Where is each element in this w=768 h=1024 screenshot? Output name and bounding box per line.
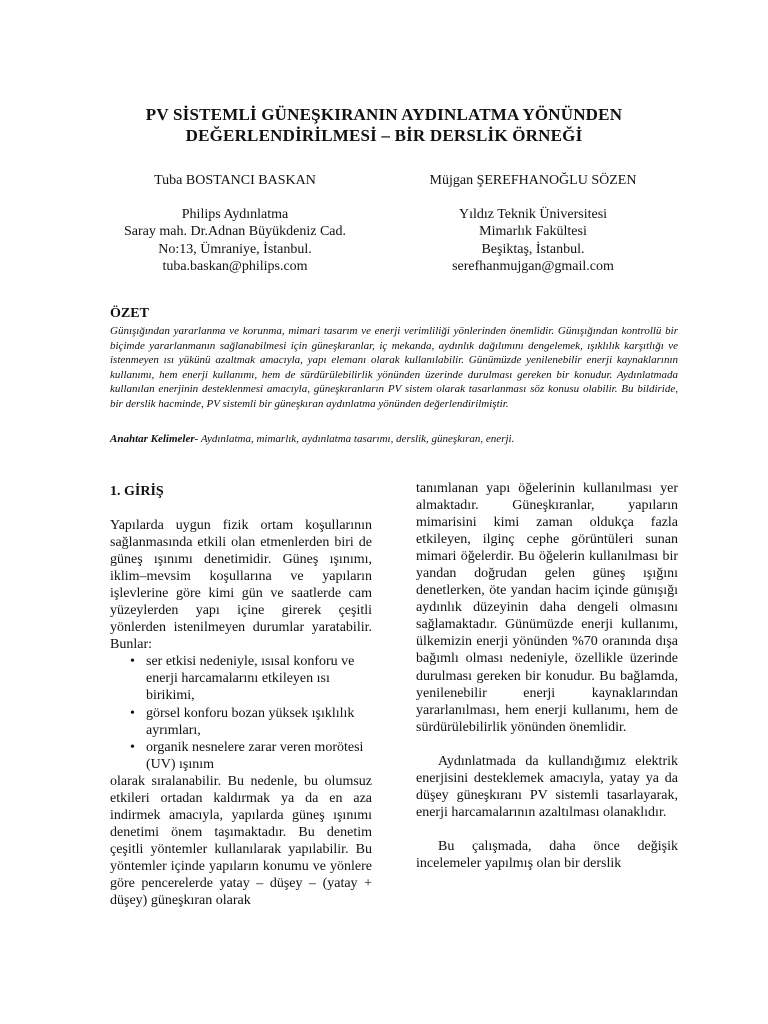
bullet-list xyxy=(110,653,372,772)
author-address-line: Mimarlık Fakültesi xyxy=(479,224,587,239)
title-line-2: DEĞERLENDİRİLMESİ – BİR DERSLİK ÖRNEĞİ xyxy=(185,126,583,145)
keywords-label: Anahtar Kelimeler- xyxy=(110,433,199,445)
author-block-2 xyxy=(373,172,693,276)
abstract-text: Günışığından yararlanma ve korunma, mimari tasarım ve enerji verimliliği yönlerinden önemlidir. Günışığından kontrollü bir biçimde yararlanmanın sağlanabilmesi için güneşkıranlar, iç mekanda, aydınlık dağılımını dengelemek, ışıklılık karşıtlığı ve istenmeyen ısı yükünü azaltmak amacıyla, yapı elemanı olarak kullanılabilir. Günümüzde yenilenebilir enerji kaynaklarının kullanımı, hem enerji kullanımı, hem de sürdürülebilirlik yönünden üzerinde durulması gereken bir konudur. Aydınlatmada kullanılan enerjinin desteklenmesi amacıyla, güneşkıranların PV sistem olarak tasarlanması söz konusu olabilir. Bu bildiride, bir derslik hacminde, PV sistemli bir güneşkıran aydınlatma yönünden değerlendirilmiştir. xyxy=(110,325,678,410)
column-right xyxy=(416,480,678,872)
keywords-text: Aydınlatma, mimarlık, aydınlatma tasarımı, derslik, güneşkıran, enerji. xyxy=(198,433,515,445)
column-left xyxy=(110,480,372,909)
paragraph: olarak sıralanabilir. Bu nedenle, bu olumsuz etkileri ortadan kaldırmak ya da en aza indirmek amacıyla, yapılarda güneş ışınımı denetimi önem taşımaktadır. Bu denetim çeşitli yöntemler kullanılarak yapılabilir. Bu yöntemler içinde yapıların konumu ve yönlere göre pencerelerde yatay – düşey – (yatay + düşey) güneşkıran olarak xyxy=(110,773,372,909)
section-heading: 1. GİRİŞ xyxy=(110,484,164,499)
author-address-line: Saray mah. Dr.Adnan Büyükdeniz Cad. xyxy=(123,224,346,239)
list-item: • ser etkisi nedeniyle, ısısal konforu ve enerji harcamalarını etkileyen ısı birikimi, xyxy=(130,653,372,704)
paragraph: tanımlanan yapı öğelerinin kullanılması yer almaktadır. Güneşkıranlar, yapıların mimarisini kimi zaman oldukça fazla etkileyen, ilginç cephe görüntüleri sunan mimari öğelerdir. Bu öğelerin kullanılması bir yandan doğrudan gelen güneş ışığını denetlerken, öte yandan hacim içinde günışığı aydınlık düzeyinin daha dengeli olmasını sağlamaktadır. Günümüzde enerji kullanımı, ülkemizin enerji yönünden %70 oranında dışa bağımlı olması nedeniyle, özellikle üzerinde durulması gereken bir konudur. Bu bağlamda, yenilenebilir enerji kaynaklarından yararlanılması, hem enerji kullanımı, hem de sürdürülebilirlik yönünden önemlidir. xyxy=(416,481,678,735)
paragraph: Bu çalışmada, daha önce değişik incelemeler yapılmış olan bir derslik xyxy=(416,838,678,871)
author-address-line: No:13, Ümraniye, İstanbul. xyxy=(158,241,312,257)
author-address-line: Beşiktaş, İstanbul. xyxy=(481,241,585,257)
keywords xyxy=(110,432,710,446)
author-name: Müjgan ŞEREFHANOĞLU SÖZEN xyxy=(429,173,637,188)
author-name: Tuba BOSTANCI BASKAN xyxy=(154,173,316,188)
paragraph: Aydınlatmada da kullandığımız elektrik enerjisini desteklemek amacıyla, yatay ya da düşey güneşkıranı PV sistemli tasarlayarak, enerji harcamalarının azaltılması olanaklıdır. xyxy=(416,753,678,820)
abstract-heading: ÖZET xyxy=(110,306,149,321)
abstract xyxy=(110,306,678,411)
paragraph: Yapılarda uygun fizik ortam koşullarının sağlanmasında etkili olan etmenlerden biri de güneş ışınımı denetimidir. Güneş ışınımı, iklim–mevsim koşullarına ve yapıların işlevlerine göre kimi gün ve saatlerde cam yüzeylerden yapı içine girerek çeşitli yönlerden istenilmeyen durumlar yaratabilir. Bunlar: xyxy=(110,518,372,653)
author-block-1 xyxy=(75,172,395,276)
list-item: • organik nesnelere zarar veren morötesi (UV) ışınım xyxy=(130,739,372,773)
paper-title xyxy=(60,104,708,146)
author-affiliation: Philips Aydınlatma xyxy=(181,206,289,222)
author-affiliation: Yıldız Teknik Üniversitesi xyxy=(458,206,608,222)
title-line-1: PV SİSTEMLİ GÜNEŞKIRANIN AYDINLATMA YÖNÜNDEN xyxy=(145,105,623,124)
author-email: tuba.baskan@philips.com xyxy=(162,259,308,274)
list-item: • görsel konforu bozan yüksek ışıklılık ayrımları, xyxy=(130,705,372,739)
author-email: serefhanmujgan@gmail.com xyxy=(452,259,614,274)
